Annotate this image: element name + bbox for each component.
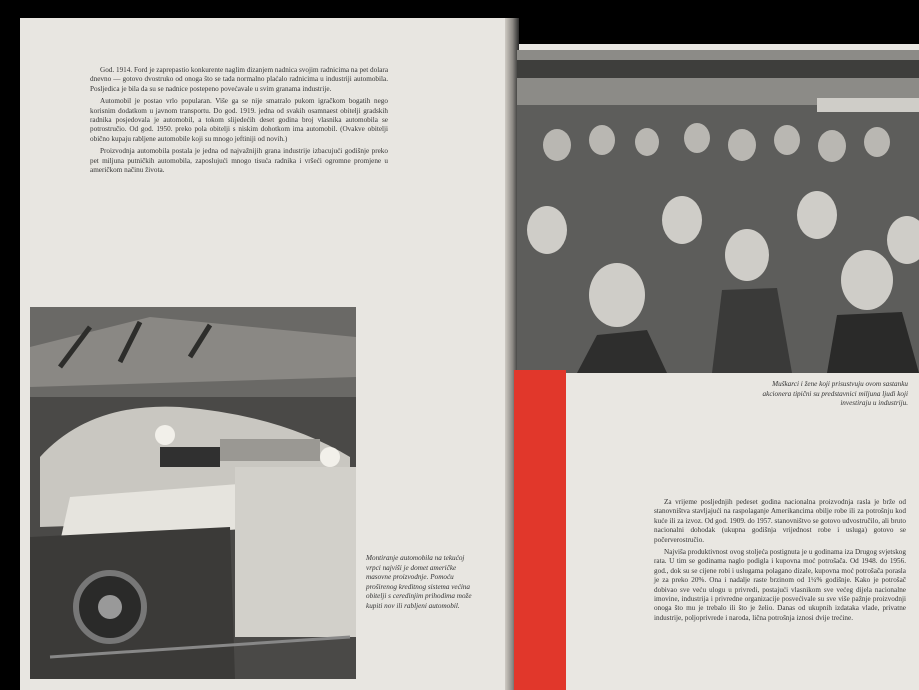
red-accent-bar [514, 370, 566, 690]
right-paragraph-2: Najviša produktivnost ovog stoljeća postignuta je u godinama iza Drugog svjetskog rata. U tim se godinama naglo podigla i kupovna moć potrošača. Od 1948. do 1956. god., dok su se cijene robi i uslugama polagano dizale, kupovna moć potrošača porasla je za preko 20%. Ona i nadalje raste brzinom od 1¼% godišnje. Kako je potrošač dobivao sve veću ulogu u privredi, postajući vlasnikom sve većeg dijela nacionalne imovine, industrija i privredne organizacije posvećivale su sve više pažnje proizvodnji onoga što mu je trebalo ili što je želio. Danas od ukupnih izdataka vlade, privatne industrije, poljoprivrede i naroda, lična potrošnja iznosi dvije trećine. [654, 548, 906, 622]
car-caption-text: Montiranje automobila na tekućoj vrpci najviši je domet američke masovne proizvodnje. Pomoću proširenog kreditnog sistema većina obitelji s ceredinjim prihodima može kupiti nov ili rabljeni automobil. [366, 554, 472, 610]
right-body-text [654, 498, 906, 626]
car-assembly-illustration [30, 307, 356, 679]
car-photo-caption [366, 554, 474, 612]
crowd-illustration [517, 50, 919, 373]
left-body-text [90, 66, 388, 178]
left-paragraph-3: Proizvodnja automobila postala je jedna od najvažnijih grana industrije izbacujući godišnje preko pet miljuna putničkih automobila, zaposlujući mnogo tisuća radnika i vršeći ogromne promjene u američkom načinu života. [90, 147, 388, 175]
left-paragraph-1: God. 1914. Ford je zaprepastio konkurente naglim dizanjem nadnica svojim radnicima na pet dolara dnevno — gotovo dvostruko od onoga što se tada normalno plaćalo radnicima u industriji automobila. Posljedica je bila da su se nadnice postepeno povećavale u svim granama industrije. [90, 66, 389, 93]
right-paragraph-1: Za vrijeme posljednjih pedeset godina nacionalna proizvodnja rasla je brže od stanovništva stavljajući na raspolaganje Amerikancima obilje robe ili za potrošnju kod kuće ili za izvoz. Od god. 1909. do 1957. stanovništvo se gotovo udvostručilo, ali bruto nacionalni dohodak (ukupna godišnja vrijednost robe i usluga) gotovo se počerverostručio. [654, 498, 906, 544]
crowd-caption-text: Muškarci i žene koji prisustvuju ovom sastanku akcionera tipični su predstavnici miljuna ljudi koji investiraju u industriju. [762, 380, 908, 408]
car-assembly-photo [30, 307, 356, 679]
left-paragraph-2: Automobil je postao vrlo popularan. Više ga se nije smatralo pukom igračkom bogatih nego korisnim dodatkom u javnom transportu. Do god. 1919. jedna od svakih osamnaest obitelji gradskih radnika posjedovala je automobil, a tokom slijedećih deset godina broj vlasnika automobila se potrostručio. Od god. 1950. preko pola obitelji s niskim dohotkom ima automobil. (Ovakve obitelji obično kupaju rabljene automobile koji su mnogo jeftiniji od novih.) [90, 97, 388, 143]
crowd-photo-caption [748, 380, 908, 409]
crowd-photo [517, 50, 919, 373]
